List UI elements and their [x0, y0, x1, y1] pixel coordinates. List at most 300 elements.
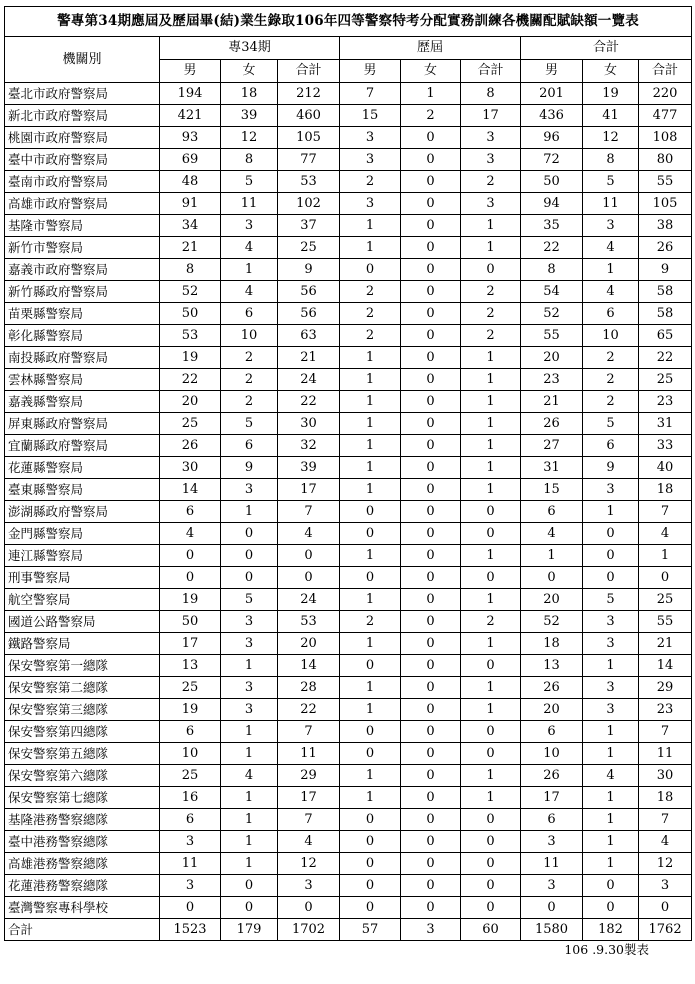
value-cell: 0 — [401, 567, 461, 589]
value-cell: 1 — [221, 831, 278, 853]
value-cell: 0 — [461, 523, 521, 545]
value-cell: 14 — [278, 655, 340, 677]
table-row — [5, 765, 692, 787]
value-cell: 23 — [639, 699, 692, 721]
total-label-cell: 合計 — [5, 919, 160, 941]
value-cell: 10 — [521, 743, 583, 765]
value-cell: 2 — [340, 281, 401, 303]
value-cell: 1 — [461, 545, 521, 567]
value-cell: 22 — [278, 699, 340, 721]
value-cell: 0 — [461, 853, 521, 875]
table-row — [5, 127, 692, 149]
value-cell: 37 — [278, 215, 340, 237]
value-cell: 8 — [521, 259, 583, 281]
table-row — [5, 611, 692, 633]
value-cell: 52 — [521, 611, 583, 633]
value-cell: 5 — [583, 171, 639, 193]
value-cell: 0 — [221, 545, 278, 567]
value-cell: 58 — [639, 281, 692, 303]
value-cell: 20 — [521, 347, 583, 369]
table-row — [5, 853, 692, 875]
value-cell: 0 — [461, 567, 521, 589]
value-cell: 0 — [401, 875, 461, 897]
value-cell: 29 — [278, 765, 340, 787]
value-cell: 21 — [639, 633, 692, 655]
table-row — [5, 237, 692, 259]
value-cell: 0 — [401, 149, 461, 171]
value-cell: 19 — [160, 347, 221, 369]
value-cell: 33 — [639, 435, 692, 457]
value-cell: 1 — [583, 743, 639, 765]
value-cell: 1 — [340, 435, 401, 457]
value-cell: 0 — [461, 875, 521, 897]
value-cell: 19 — [160, 699, 221, 721]
value-cell: 3 — [521, 875, 583, 897]
value-cell: 6 — [521, 501, 583, 523]
value-cell: 1 — [221, 259, 278, 281]
value-cell: 1 — [340, 699, 401, 721]
value-cell: 0 — [340, 567, 401, 589]
table-row — [5, 259, 692, 281]
value-cell: 5 — [583, 413, 639, 435]
value-cell: 2 — [583, 369, 639, 391]
value-cell: 5 — [583, 589, 639, 611]
value-cell: 6 — [221, 435, 278, 457]
value-cell: 0 — [401, 611, 461, 633]
total-value-cell: 1580 — [521, 919, 583, 941]
agency-name-cell: 花蓮港務警察總隊 — [5, 875, 160, 897]
value-cell: 0 — [461, 501, 521, 523]
value-cell: 11 — [583, 193, 639, 215]
value-cell: 0 — [401, 215, 461, 237]
agency-name-cell: 嘉義縣警察局 — [5, 391, 160, 413]
value-cell: 23 — [639, 391, 692, 413]
value-cell: 39 — [278, 457, 340, 479]
value-cell: 108 — [639, 127, 692, 149]
agency-name-cell: 宜蘭縣政府警察局 — [5, 435, 160, 457]
value-cell: 41 — [583, 105, 639, 127]
value-cell: 7 — [340, 83, 401, 105]
table-row — [5, 633, 692, 655]
table-row — [5, 875, 692, 897]
subcol-female: 女 — [583, 60, 639, 83]
value-cell: 38 — [639, 215, 692, 237]
value-cell: 1 — [340, 347, 401, 369]
value-cell: 30 — [160, 457, 221, 479]
value-cell: 54 — [521, 281, 583, 303]
value-cell: 1 — [461, 369, 521, 391]
value-cell: 3 — [461, 149, 521, 171]
value-cell: 4 — [221, 765, 278, 787]
footer-note: 106 .9.30製表 — [564, 942, 649, 957]
value-cell: 11 — [160, 853, 221, 875]
value-cell: 3 — [583, 215, 639, 237]
table-row — [5, 413, 692, 435]
value-cell: 0 — [401, 765, 461, 787]
value-cell: 31 — [639, 413, 692, 435]
value-cell: 35 — [521, 215, 583, 237]
value-cell: 102 — [278, 193, 340, 215]
value-cell: 13 — [160, 655, 221, 677]
value-cell: 4 — [278, 523, 340, 545]
value-cell: 0 — [461, 809, 521, 831]
agency-column-header: 機關別 — [5, 37, 160, 83]
value-cell: 2 — [340, 171, 401, 193]
table-row — [5, 457, 692, 479]
value-cell: 0 — [340, 655, 401, 677]
value-cell: 12 — [639, 853, 692, 875]
value-cell: 1 — [461, 215, 521, 237]
value-cell: 6 — [521, 809, 583, 831]
value-cell: 17 — [521, 787, 583, 809]
value-cell: 2 — [461, 325, 521, 347]
value-cell: 0 — [401, 479, 461, 501]
value-cell: 0 — [401, 457, 461, 479]
value-cell: 0 — [401, 699, 461, 721]
value-cell: 50 — [521, 171, 583, 193]
value-cell: 19 — [160, 589, 221, 611]
value-cell: 0 — [401, 259, 461, 281]
value-cell: 26 — [521, 413, 583, 435]
table-row — [5, 171, 692, 193]
value-cell: 0 — [401, 523, 461, 545]
value-cell: 0 — [401, 501, 461, 523]
value-cell: 94 — [521, 193, 583, 215]
value-cell: 3 — [160, 831, 221, 853]
value-cell: 0 — [461, 655, 521, 677]
value-cell: 12 — [583, 127, 639, 149]
table-row — [5, 215, 692, 237]
value-cell: 3 — [278, 875, 340, 897]
value-cell: 0 — [401, 369, 461, 391]
value-cell: 3 — [521, 831, 583, 853]
value-cell: 15 — [340, 105, 401, 127]
subcol-subtotal: 合計 — [639, 60, 692, 83]
table-row — [5, 105, 692, 127]
table-body — [5, 83, 692, 919]
value-cell: 0 — [160, 545, 221, 567]
value-cell: 0 — [401, 743, 461, 765]
value-cell: 0 — [340, 853, 401, 875]
table-row — [5, 523, 692, 545]
value-cell: 1 — [340, 677, 401, 699]
total-value-cell: 3 — [401, 919, 461, 941]
value-cell: 14 — [639, 655, 692, 677]
agency-name-cell: 花蓮縣警察局 — [5, 457, 160, 479]
value-cell: 1 — [221, 787, 278, 809]
value-cell: 2 — [340, 611, 401, 633]
value-cell: 29 — [639, 677, 692, 699]
value-cell: 12 — [278, 853, 340, 875]
value-cell: 6 — [160, 809, 221, 831]
value-cell: 1 — [521, 545, 583, 567]
value-cell: 0 — [340, 501, 401, 523]
table-header — [5, 7, 692, 83]
value-cell: 0 — [583, 523, 639, 545]
table-row — [5, 567, 692, 589]
table-row — [5, 677, 692, 699]
value-cell: 1 — [340, 391, 401, 413]
value-cell: 80 — [639, 149, 692, 171]
value-cell: 2 — [401, 105, 461, 127]
value-cell: 3 — [340, 149, 401, 171]
value-cell: 40 — [639, 457, 692, 479]
value-cell: 0 — [401, 281, 461, 303]
agency-name-cell: 保安警察第一總隊 — [5, 655, 160, 677]
group-header-total: 合計 — [521, 37, 692, 60]
value-cell: 3 — [221, 633, 278, 655]
value-cell: 1 — [461, 391, 521, 413]
value-cell: 6 — [160, 501, 221, 523]
value-cell: 0 — [401, 193, 461, 215]
value-cell: 1 — [340, 787, 401, 809]
value-cell: 1 — [583, 721, 639, 743]
value-cell: 3 — [221, 699, 278, 721]
value-cell: 22 — [639, 347, 692, 369]
value-cell: 23 — [521, 369, 583, 391]
agency-name-cell: 苗栗縣警察局 — [5, 303, 160, 325]
subcol-male: 男 — [340, 60, 401, 83]
value-cell: 2 — [461, 281, 521, 303]
value-cell: 25 — [639, 589, 692, 611]
value-cell: 18 — [521, 633, 583, 655]
value-cell: 0 — [583, 545, 639, 567]
value-cell: 20 — [521, 589, 583, 611]
value-cell: 25 — [278, 237, 340, 259]
total-value-cell: 57 — [340, 919, 401, 941]
value-cell: 1 — [221, 721, 278, 743]
value-cell: 22 — [521, 237, 583, 259]
value-cell: 55 — [639, 611, 692, 633]
value-cell: 21 — [278, 347, 340, 369]
value-cell: 55 — [639, 171, 692, 193]
value-cell: 0 — [221, 567, 278, 589]
value-cell: 1 — [340, 633, 401, 655]
table-row — [5, 83, 692, 105]
value-cell: 24 — [278, 589, 340, 611]
value-cell: 212 — [278, 83, 340, 105]
value-cell: 1 — [340, 589, 401, 611]
value-cell: 5 — [221, 589, 278, 611]
value-cell: 1 — [340, 237, 401, 259]
table-row — [5, 391, 692, 413]
value-cell: 0 — [401, 677, 461, 699]
value-cell: 0 — [340, 809, 401, 831]
value-cell: 2 — [583, 347, 639, 369]
value-cell: 0 — [160, 897, 221, 919]
value-cell: 12 — [221, 127, 278, 149]
table-row — [5, 831, 692, 853]
value-cell: 13 — [521, 655, 583, 677]
value-cell: 0 — [401, 545, 461, 567]
value-cell: 0 — [340, 259, 401, 281]
value-cell: 0 — [401, 633, 461, 655]
value-cell: 48 — [160, 171, 221, 193]
value-cell: 9 — [639, 259, 692, 281]
table-row — [5, 479, 692, 501]
value-cell: 3 — [221, 677, 278, 699]
value-cell: 53 — [278, 611, 340, 633]
value-cell: 21 — [160, 237, 221, 259]
value-cell: 0 — [401, 721, 461, 743]
subcol-subtotal: 合計 — [461, 60, 521, 83]
agency-name-cell: 鐵路警察局 — [5, 633, 160, 655]
value-cell: 2 — [221, 391, 278, 413]
value-cell: 1 — [401, 83, 461, 105]
value-cell: 1 — [583, 853, 639, 875]
table-row — [5, 369, 692, 391]
value-cell: 2 — [221, 347, 278, 369]
value-cell: 477 — [639, 105, 692, 127]
agency-name-cell: 臺中港務警察總隊 — [5, 831, 160, 853]
value-cell: 4 — [583, 237, 639, 259]
value-cell: 10 — [583, 325, 639, 347]
value-cell: 0 — [401, 435, 461, 457]
value-cell: 0 — [340, 875, 401, 897]
value-cell: 0 — [401, 853, 461, 875]
value-cell: 3 — [639, 875, 692, 897]
value-cell: 0 — [221, 523, 278, 545]
value-cell: 1 — [461, 457, 521, 479]
value-cell: 4 — [278, 831, 340, 853]
value-cell: 52 — [521, 303, 583, 325]
value-cell: 56 — [278, 303, 340, 325]
value-cell: 20 — [521, 699, 583, 721]
value-cell: 50 — [160, 303, 221, 325]
value-cell: 6 — [583, 435, 639, 457]
value-cell: 1 — [340, 479, 401, 501]
value-cell: 1 — [221, 853, 278, 875]
total-row — [5, 919, 692, 941]
value-cell: 0 — [278, 567, 340, 589]
value-cell: 0 — [401, 347, 461, 369]
value-cell: 8 — [160, 259, 221, 281]
value-cell: 0 — [401, 237, 461, 259]
value-cell: 8 — [221, 149, 278, 171]
value-cell: 3 — [221, 611, 278, 633]
subcol-male: 男 — [160, 60, 221, 83]
agency-name-cell: 保安警察第五總隊 — [5, 743, 160, 765]
agency-name-cell: 臺東縣警察局 — [5, 479, 160, 501]
agency-name-cell: 新竹縣政府警察局 — [5, 281, 160, 303]
value-cell: 1 — [340, 545, 401, 567]
value-cell: 0 — [340, 897, 401, 919]
agency-name-cell: 基隆市警察局 — [5, 215, 160, 237]
value-cell: 15 — [521, 479, 583, 501]
value-cell: 22 — [160, 369, 221, 391]
value-cell: 0 — [583, 897, 639, 919]
table-row — [5, 787, 692, 809]
subcol-female: 女 — [221, 60, 278, 83]
agency-name-cell: 保安警察第六總隊 — [5, 765, 160, 787]
value-cell: 4 — [521, 523, 583, 545]
value-cell: 7 — [278, 721, 340, 743]
document — [4, 6, 691, 957]
value-cell: 20 — [160, 391, 221, 413]
agency-name-cell: 國道公路警察局 — [5, 611, 160, 633]
value-cell: 9 — [583, 457, 639, 479]
value-cell: 6 — [160, 721, 221, 743]
value-cell: 8 — [583, 149, 639, 171]
table-row — [5, 347, 692, 369]
value-cell: 3 — [583, 699, 639, 721]
value-cell: 0 — [278, 545, 340, 567]
subcol-male: 男 — [521, 60, 583, 83]
value-cell: 1 — [461, 479, 521, 501]
value-cell: 220 — [639, 83, 692, 105]
value-cell: 17 — [461, 105, 521, 127]
total-value-cell: 1523 — [160, 919, 221, 941]
value-cell: 1 — [461, 435, 521, 457]
value-cell: 3 — [340, 193, 401, 215]
value-cell: 1 — [461, 413, 521, 435]
value-cell: 53 — [160, 325, 221, 347]
value-cell: 63 — [278, 325, 340, 347]
value-cell: 10 — [160, 743, 221, 765]
value-cell: 4 — [221, 281, 278, 303]
value-cell: 7 — [278, 809, 340, 831]
value-cell: 3 — [583, 677, 639, 699]
value-cell: 1 — [583, 259, 639, 281]
value-cell: 4 — [583, 765, 639, 787]
value-cell: 2 — [340, 303, 401, 325]
value-cell: 58 — [639, 303, 692, 325]
value-cell: 4 — [639, 831, 692, 853]
agency-name-cell: 南投縣政府警察局 — [5, 347, 160, 369]
table-row — [5, 281, 692, 303]
value-cell: 0 — [340, 831, 401, 853]
value-cell: 4 — [639, 523, 692, 545]
value-cell: 4 — [583, 281, 639, 303]
value-cell: 1 — [340, 413, 401, 435]
value-cell: 9 — [221, 457, 278, 479]
value-cell: 72 — [521, 149, 583, 171]
value-cell: 28 — [278, 677, 340, 699]
value-cell: 18 — [221, 83, 278, 105]
table-title: 警專第34期應屆及歷屆畢(結)業生錄取106年四等警察特考分配實務訓練各機關配賦缺額一覽表 — [5, 7, 692, 37]
value-cell: 17 — [160, 633, 221, 655]
agency-name-cell: 保安警察第三總隊 — [5, 699, 160, 721]
value-cell: 7 — [639, 501, 692, 523]
value-cell: 1 — [340, 215, 401, 237]
value-cell: 6 — [583, 303, 639, 325]
value-cell: 0 — [401, 655, 461, 677]
value-cell: 11 — [639, 743, 692, 765]
value-cell: 50 — [160, 611, 221, 633]
agency-name-cell: 保安警察第七總隊 — [5, 787, 160, 809]
agency-name-cell: 高雄市政府警察局 — [5, 193, 160, 215]
value-cell: 1 — [461, 589, 521, 611]
total-value-cell: 179 — [221, 919, 278, 941]
value-cell: 34 — [160, 215, 221, 237]
table-row — [5, 501, 692, 523]
value-cell: 56 — [278, 281, 340, 303]
table-row — [5, 149, 692, 171]
value-cell: 201 — [521, 83, 583, 105]
value-cell: 0 — [340, 743, 401, 765]
value-cell: 436 — [521, 105, 583, 127]
agency-name-cell: 航空警察局 — [5, 589, 160, 611]
value-cell: 1 — [583, 501, 639, 523]
value-cell: 1 — [639, 545, 692, 567]
value-cell: 1 — [461, 699, 521, 721]
value-cell: 0 — [639, 897, 692, 919]
value-cell: 53 — [278, 171, 340, 193]
value-cell: 1 — [340, 457, 401, 479]
value-cell: 1 — [461, 787, 521, 809]
value-cell: 7 — [639, 721, 692, 743]
value-cell: 3 — [160, 875, 221, 897]
